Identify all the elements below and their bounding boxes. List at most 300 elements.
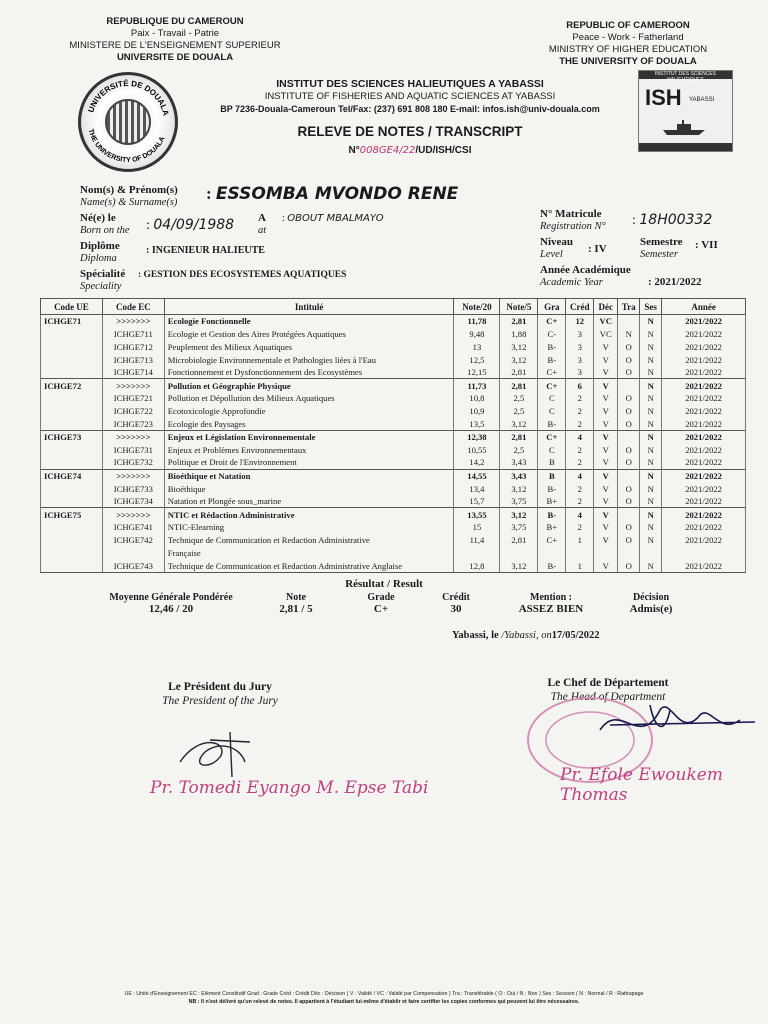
signature-scribble-right xyxy=(590,690,760,760)
cell-gra: B+ xyxy=(538,521,566,534)
cell-cred: 4 xyxy=(566,431,594,444)
cell-cred: 2 xyxy=(566,495,594,508)
cell-tra xyxy=(618,379,640,392)
number-suffix: /UD/ISH/CSI xyxy=(415,145,472,156)
cell-tra xyxy=(618,315,640,328)
level: IV xyxy=(594,243,607,255)
cell-ec: ICHGE734 xyxy=(102,495,164,508)
cell-ec: ICHGE713 xyxy=(102,353,164,366)
cell-gra: C+ xyxy=(538,315,566,328)
table-row xyxy=(41,456,746,469)
cell-ec: ICHGE723 xyxy=(102,418,164,431)
table-row xyxy=(41,521,746,534)
table-header-row xyxy=(41,299,746,315)
cell-ue xyxy=(41,327,103,340)
student-name: ESSOMBA MVONDO RENE xyxy=(215,184,459,204)
table-row xyxy=(41,469,746,482)
ish-logo-header: INSTITUT DES SCIENCES HALIEUTIQUES xyxy=(639,71,732,79)
cell-cred: 2 xyxy=(566,418,594,431)
level-label-fr: Niveau xyxy=(540,236,573,248)
cell-n5: 2,81 xyxy=(500,379,538,392)
cell-ue xyxy=(41,534,103,547)
cell-cred: 3 xyxy=(566,340,594,353)
cell-n20: 10,55 xyxy=(454,443,500,456)
cell-ec: ICHGE733 xyxy=(102,482,164,495)
semester: VII xyxy=(701,239,718,251)
cell-title: Technique de Communication et Redaction Administrative xyxy=(164,534,454,547)
credit-label: Crédit xyxy=(442,592,470,603)
cell-tra: O xyxy=(618,405,640,418)
table-row xyxy=(41,495,746,508)
table-row xyxy=(41,366,746,379)
table-row xyxy=(41,431,746,444)
cell-year: 2021/2022 xyxy=(662,521,746,534)
cell-ses: N xyxy=(640,456,662,469)
cell-cred: 12 xyxy=(566,315,594,328)
seal-top-text: UNIVERSITÉ DE DOUALA xyxy=(86,78,171,117)
year-value: : 2021/2022 xyxy=(648,276,702,288)
cell-n20: 11,78 xyxy=(454,315,500,328)
cell-tra: O xyxy=(618,482,640,495)
semester-label-fr: Semestre xyxy=(640,236,683,248)
cell-ses: N xyxy=(640,534,662,547)
cell-ses: N xyxy=(640,521,662,534)
cell-ue xyxy=(41,392,103,405)
cell-tra: O xyxy=(618,559,640,572)
speciality-label-en: Speciality xyxy=(80,281,122,292)
cell-ue xyxy=(41,559,103,572)
cell-n5: 2,81 xyxy=(500,431,538,444)
cell-n5: 2,5 xyxy=(500,392,538,405)
cell-n5: 3,12 xyxy=(500,559,538,572)
cell-n5 xyxy=(500,547,538,560)
head-of-department-title: Le Chef de Département xyxy=(547,677,669,689)
cell-ec: >>>>>>> xyxy=(102,379,164,392)
motto-en: Peace - Work - Fatherland xyxy=(572,32,684,43)
at-label xyxy=(258,212,266,237)
document-number xyxy=(190,145,630,156)
cell-ec xyxy=(102,547,164,560)
jury-president-signature xyxy=(100,680,340,787)
cell-dec: V xyxy=(594,340,618,353)
cell-dec: V xyxy=(594,469,618,482)
academic-year: 2021/2022 xyxy=(654,276,702,288)
cell-gra: B- xyxy=(538,482,566,495)
cell-ses: N xyxy=(640,495,662,508)
cell-n5: 3,12 xyxy=(500,482,538,495)
cell-dec: V xyxy=(594,482,618,495)
name-label xyxy=(80,184,178,209)
seal-emblem xyxy=(105,99,151,145)
cell-title: Pollution et Dépollution des Milieux Aquatiques xyxy=(164,392,454,405)
table-row xyxy=(41,482,746,495)
cell-gra: C+ xyxy=(538,379,566,392)
grade-value: C+ xyxy=(373,603,389,615)
university-fr: UNIVERSITE DE DOUALA xyxy=(116,52,234,63)
cell-year: 2021/2022 xyxy=(662,431,746,444)
cell-ue: ICHGE74 xyxy=(41,469,103,482)
cell-tra: O xyxy=(618,456,640,469)
cell-title: Ecologie des Paysages xyxy=(164,418,454,431)
cell-dec: V xyxy=(594,418,618,431)
cell-ec: ICHGE721 xyxy=(102,392,164,405)
cell-title: Enjeux et Législation Environnementale xyxy=(164,431,454,444)
result-average xyxy=(96,592,246,615)
cell-dec: V xyxy=(594,353,618,366)
cell-cred: 1 xyxy=(566,534,594,547)
cell-ue xyxy=(41,405,103,418)
cell-tra: O xyxy=(618,495,640,508)
diploma: INGENIEUR HALIEUTE xyxy=(151,245,265,256)
cell-year: 2021/2022 xyxy=(662,456,746,469)
col-decision: Déc xyxy=(594,299,618,315)
cell-gra: C- xyxy=(538,327,566,340)
cell-tra: O xyxy=(618,418,640,431)
table-row xyxy=(41,353,746,366)
cell-ue xyxy=(41,495,103,508)
cell-dec: V xyxy=(594,405,618,418)
cell-year: 2021/2022 xyxy=(662,534,746,547)
jury-president-subtitle: The President of the Jury xyxy=(162,695,278,707)
cell-cred xyxy=(566,547,594,560)
cell-dec xyxy=(594,547,618,560)
cell-n20: 12,8 xyxy=(454,559,500,572)
cell-n5: 3,43 xyxy=(500,456,538,469)
cell-n20: 14,2 xyxy=(454,456,500,469)
decision-value: Admis(e) xyxy=(629,603,673,615)
cell-n20: 12,5 xyxy=(454,353,500,366)
cell-title: Française xyxy=(164,547,454,560)
cell-title: Bioéthique xyxy=(164,482,454,495)
cell-year: 2021/2022 xyxy=(662,392,746,405)
number-prefix: N° xyxy=(348,145,360,156)
born-label-en: Born on the xyxy=(80,225,130,236)
cell-cred: 3 xyxy=(566,366,594,379)
cell-cred: 2 xyxy=(566,521,594,534)
cell-ses: N xyxy=(640,405,662,418)
cell-n5: 3,12 xyxy=(500,508,538,521)
cell-gra: C xyxy=(538,443,566,456)
cell-ses: N xyxy=(640,431,662,444)
year-label-fr: Année Académique xyxy=(540,264,631,276)
result-mention xyxy=(496,592,606,615)
col-credit: Créd xyxy=(566,299,594,315)
cell-cred: 1 xyxy=(566,559,594,572)
diploma-label xyxy=(80,240,120,265)
cell-dec: V xyxy=(594,443,618,456)
cell-ses: N xyxy=(640,559,662,572)
header-right xyxy=(508,20,748,68)
cell-cred: 4 xyxy=(566,469,594,482)
cell-gra: B- xyxy=(538,340,566,353)
result-note xyxy=(256,592,336,615)
result-credit xyxy=(421,592,491,615)
name-label-fr: Nom(s) & Prénom(s) xyxy=(80,184,178,196)
average-label: Moyenne Générale Pondérée xyxy=(109,592,233,603)
cell-ses: N xyxy=(640,418,662,431)
boat-icon xyxy=(659,119,709,137)
speciality-value: : GESTION DES ECOSYSTEMES AQUATIQUES xyxy=(138,270,347,280)
cell-title: Bioéthique et Natation xyxy=(164,469,454,482)
cell-ec: ICHGE722 xyxy=(102,405,164,418)
cell-gra: C+ xyxy=(538,366,566,379)
cell-ec: ICHGE731 xyxy=(102,443,164,456)
cell-tra: O xyxy=(618,443,640,456)
table-row xyxy=(41,534,746,547)
credit-value: 30 xyxy=(450,603,462,615)
institute-name-fr: INSTITUT DES SCIENCES HALIEUTIQUES A YABASSI xyxy=(276,78,544,90)
table-row xyxy=(41,340,746,353)
cell-ec: ICHGE743 xyxy=(102,559,164,572)
seal-bottom-text: THE UNIVERSITY OF DOUALA xyxy=(86,128,167,165)
cell-gra: B- xyxy=(538,353,566,366)
cell-ses: N xyxy=(640,508,662,521)
cell-title: Peuplement des Milieux Aquatiques xyxy=(164,340,454,353)
cell-year: 2021/2022 xyxy=(662,379,746,392)
cell-cred: 6 xyxy=(566,379,594,392)
semester-value: : VII xyxy=(695,239,718,251)
table-row xyxy=(41,392,746,405)
table-row xyxy=(41,443,746,456)
cell-n20: 12,15 xyxy=(454,366,500,379)
cell-dec: VC xyxy=(594,315,618,328)
cell-gra: B- xyxy=(538,508,566,521)
cell-n20: 15 xyxy=(454,521,500,534)
cell-ue xyxy=(41,547,103,560)
cell-year: 2021/2022 xyxy=(662,405,746,418)
cell-ses: N xyxy=(640,482,662,495)
born-label-fr: Né(e) le xyxy=(80,212,116,224)
grades-table xyxy=(40,298,746,573)
col-code-ue: Code UE xyxy=(41,299,103,315)
cell-title: Ecologie Fonctionnelle xyxy=(164,315,454,328)
cell-ec: ICHGE714 xyxy=(102,366,164,379)
cell-n5: 3,12 xyxy=(500,418,538,431)
jury-president-title: Le Président du Jury xyxy=(168,681,272,693)
cell-cred: 4 xyxy=(566,508,594,521)
legend-text: UE : Unité d'Enseignement EC : Elément Constitutif Grad : Grade Créd : Crédit Déc : Décision ( V : Validé / VC : Validé par Compensation ) Tra : Transférable ( O : Oui / N : Non ) Ses : Session ( N : Normal / R : Rattrapage xyxy=(124,991,644,997)
cell-dec: V xyxy=(594,521,618,534)
cell-year: 2021/2022 xyxy=(662,353,746,366)
cell-n5: 2,5 xyxy=(500,405,538,418)
cell-year: 2021/2022 xyxy=(662,482,746,495)
nb-text: NB : Il n'est délivré qu'un relevé de notes. Il appartient à l'étudiant lui-même d'établir et faire certifier les copies conformes qui peuvent lui être nécessaires. xyxy=(188,999,580,1005)
col-year: Année xyxy=(662,299,746,315)
cell-ec: ICHGE712 xyxy=(102,340,164,353)
cell-year: 2021/2022 xyxy=(662,315,746,328)
cell-tra xyxy=(618,547,640,560)
cell-tra: O xyxy=(618,340,640,353)
cell-n20: 11,73 xyxy=(454,379,500,392)
cell-ses xyxy=(640,547,662,560)
ministry-en: MINISTRY OF HIGHER EDUCATION xyxy=(548,44,708,55)
name-label-en: Name(s) & Surname(s) xyxy=(80,197,178,208)
speciality: GESTION DES ECOSYSTEMES AQUATIQUES xyxy=(143,270,347,280)
name-value: : ESSOMBA MVONDO RENE xyxy=(206,184,459,204)
grade-label: Grade xyxy=(367,592,395,603)
cell-dec: V xyxy=(594,431,618,444)
cell-ue xyxy=(41,456,103,469)
cell-ec: >>>>>>> xyxy=(102,508,164,521)
cell-ue: ICHGE71 xyxy=(41,315,103,328)
cell-ses: N xyxy=(640,469,662,482)
cell-n20: 13,4 xyxy=(454,482,500,495)
diploma-label-fr: Diplôme xyxy=(80,240,120,252)
cell-title: Natation et Plongée sous_marine xyxy=(164,495,454,508)
cell-cred: 2 xyxy=(566,392,594,405)
cell-gra: B xyxy=(538,469,566,482)
cell-ec: >>>>>>> xyxy=(102,315,164,328)
cell-title: Ecologie et Gestion des Aires Protégées Aquatiques xyxy=(164,327,454,340)
result-grade xyxy=(346,592,416,615)
cell-dec: V xyxy=(594,366,618,379)
cell-n20: 13 xyxy=(454,340,500,353)
cell-n5: 2,81 xyxy=(500,315,538,328)
head-of-department-subtitle: The Head of Department xyxy=(550,691,666,703)
decision-label: Décision xyxy=(632,592,670,603)
cell-tra: O xyxy=(618,366,640,379)
university-seal-icon xyxy=(78,72,178,172)
cell-n5: 2,5 xyxy=(500,443,538,456)
cell-n20: 10,9 xyxy=(454,405,500,418)
cell-ses: N xyxy=(640,366,662,379)
table-row xyxy=(41,418,746,431)
col-transfer: Tra xyxy=(618,299,640,315)
cell-n5: 2,81 xyxy=(500,534,538,547)
cell-gra: B xyxy=(538,456,566,469)
jury-president-stamp: Pr. Tomedi Eyango M. Epse Tabi xyxy=(150,778,429,798)
cell-dec: VC xyxy=(594,327,618,340)
cell-ec: >>>>>>> xyxy=(102,469,164,482)
institute-block xyxy=(190,78,630,156)
cell-n5: 3,75 xyxy=(500,495,538,508)
motto-fr: Paix - Travail - Patrie xyxy=(130,28,220,39)
average-value: 12,46 / 20 xyxy=(148,603,194,615)
cell-cred: 3 xyxy=(566,327,594,340)
result-title: Résultat / Result xyxy=(345,578,423,590)
cell-n20: 11,4 xyxy=(454,534,500,547)
col-note20: Note/20 xyxy=(454,299,500,315)
cell-ue xyxy=(41,340,103,353)
cell-year: 2021/2022 xyxy=(662,418,746,431)
cell-year: 2021/2022 xyxy=(662,495,746,508)
date-value: 17/05/2022 xyxy=(551,630,600,641)
diploma-value: : INGENIEUR HALIEUTE xyxy=(146,245,265,256)
cell-tra: O xyxy=(618,353,640,366)
birth-place: OBOUT MBALMAYO xyxy=(287,213,384,224)
cell-gra xyxy=(538,547,566,560)
cell-year: 2021/2022 xyxy=(662,443,746,456)
cell-gra: C xyxy=(538,392,566,405)
cell-title: NTIC et Rédaction Administrative xyxy=(164,508,454,521)
cell-cred: 3 xyxy=(566,353,594,366)
cell-ue xyxy=(41,418,103,431)
cell-ses: N xyxy=(640,327,662,340)
diploma-label-en: Diploma xyxy=(80,253,117,264)
ish-logo-footer xyxy=(639,143,732,151)
cell-ses: N xyxy=(640,353,662,366)
document-title: RELEVE DE NOTES / TRANSCRIPT xyxy=(297,124,523,139)
cell-tra: O xyxy=(618,534,640,547)
cell-dec: V xyxy=(594,534,618,547)
date-line xyxy=(452,630,600,641)
table-row xyxy=(41,559,746,572)
result-decision xyxy=(606,592,696,615)
table-row xyxy=(41,327,746,340)
cell-tra: N xyxy=(618,327,640,340)
cell-title: Fonctionnement et Dysfonctionnement des Ecosystèmes xyxy=(164,366,454,379)
col-grade: Gra xyxy=(538,299,566,315)
cell-ec: ICHGE742 xyxy=(102,534,164,547)
cell-n20: 13,55 xyxy=(454,508,500,521)
matricule: 18H00332 xyxy=(639,212,713,228)
col-code-ec: Code EC xyxy=(102,299,164,315)
mention-label: Mention : xyxy=(530,592,572,603)
cell-ue xyxy=(41,353,103,366)
cell-title: Ecotoxicologie Approfondie xyxy=(164,405,454,418)
cell-ue: ICHGE75 xyxy=(41,508,103,521)
cell-dec: V xyxy=(594,456,618,469)
cell-dec: V xyxy=(594,392,618,405)
level-value: : IV xyxy=(588,243,607,255)
cell-dec: V xyxy=(594,495,618,508)
cell-tra xyxy=(618,469,640,482)
at-label-en: at xyxy=(258,225,267,236)
cell-ses: N xyxy=(640,340,662,353)
cell-n20: 12,38 xyxy=(454,431,500,444)
university-en: THE UNIVERSITY OF DOUALA xyxy=(559,56,697,67)
col-note5: Note/5 xyxy=(500,299,538,315)
cell-year: 2021/2022 xyxy=(662,340,746,353)
table-row xyxy=(41,405,746,418)
cell-year xyxy=(662,547,746,560)
cell-n5: 3,12 xyxy=(500,353,538,366)
ish-logo-place: YABASSI xyxy=(689,97,715,103)
cell-tra: O xyxy=(618,521,640,534)
cell-tra xyxy=(618,508,640,521)
speciality-label-fr: Spécialité xyxy=(80,268,126,280)
cell-dec: V xyxy=(594,508,618,521)
ministry-fr: MINISTERE DE L'ENSEIGNEMENT SUPERIEUR xyxy=(69,40,281,51)
year-label-en: Academic Year xyxy=(540,277,603,288)
cell-tra: O xyxy=(618,392,640,405)
matricule-label xyxy=(540,208,606,233)
cell-gra: B+ xyxy=(538,495,566,508)
footer-legend xyxy=(20,990,748,1006)
institute-contact: BP 7236-Douala-Cameroun Tel/Fax: (237) 691 808 180 E-mail: infos.ish@univ-douala.com xyxy=(220,104,600,114)
matricule-label-fr: N° Matricule xyxy=(540,208,602,220)
cell-dec: V xyxy=(594,559,618,572)
cell-gra: C+ xyxy=(538,431,566,444)
cell-n20: 10,8 xyxy=(454,392,500,405)
col-session: Ses xyxy=(640,299,662,315)
cell-ses: N xyxy=(640,392,662,405)
ish-logo-abbr: ISH xyxy=(645,85,682,110)
at-label-fr: A xyxy=(258,212,266,224)
cell-n5: 2,81 xyxy=(500,366,538,379)
cell-cred: 2 xyxy=(566,443,594,456)
header-left xyxy=(40,16,310,64)
cell-n5: 3,43 xyxy=(500,469,538,482)
cell-ec: ICHGE732 xyxy=(102,456,164,469)
cell-ue: ICHGE73 xyxy=(41,431,103,444)
cell-cred: 2 xyxy=(566,405,594,418)
cell-year: 2021/2022 xyxy=(662,469,746,482)
date-slash: /Yabassi, on xyxy=(501,630,552,641)
cell-ses: N xyxy=(640,379,662,392)
country-en: REPUBLIC OF CAMEROON xyxy=(566,20,690,31)
matricule-label-en: Registration N° xyxy=(540,221,606,232)
